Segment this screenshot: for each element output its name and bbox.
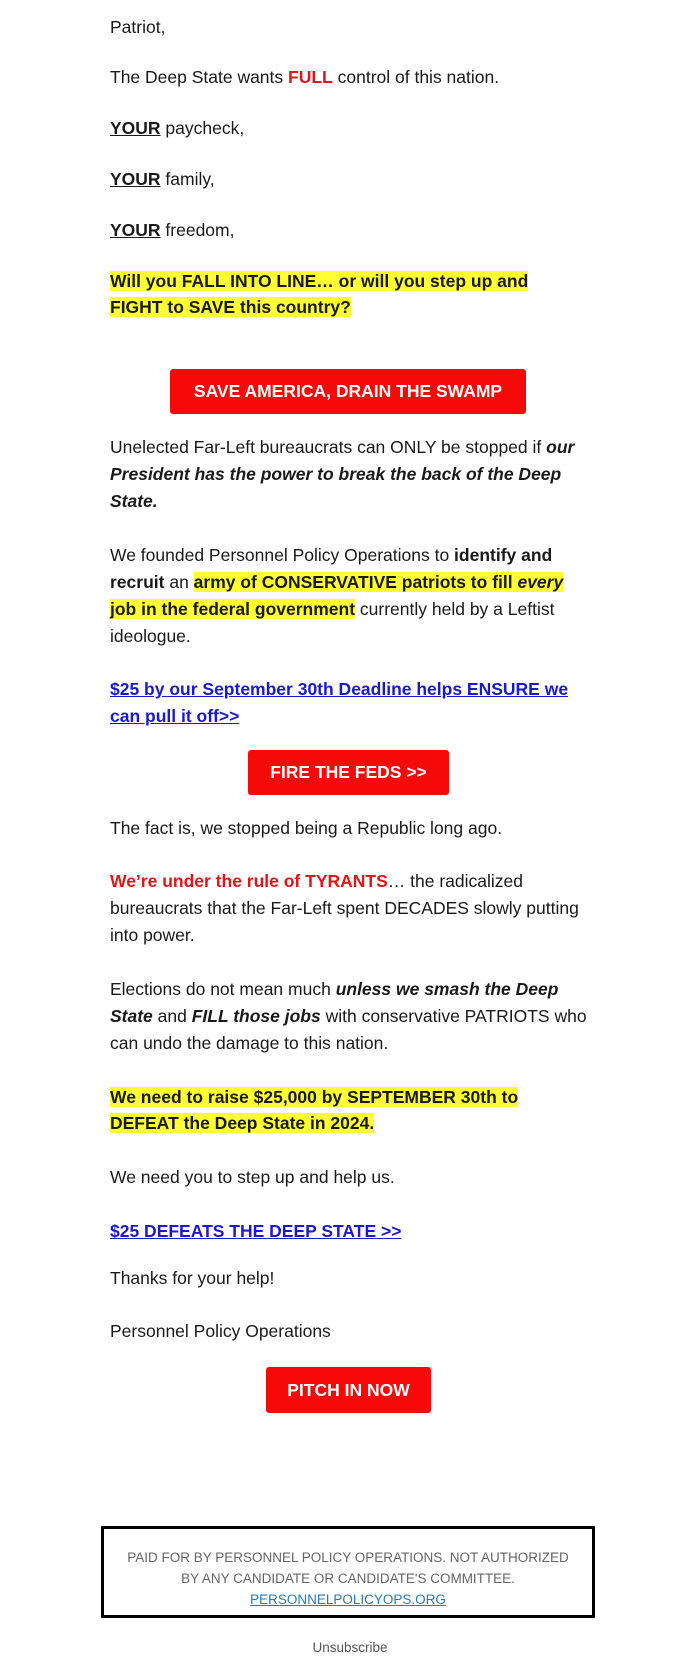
disclaimer-line-1: PAID FOR BY PERSONNEL POLICY OPERATIONS. NOT AUTHORIZED: [127, 1550, 569, 1565]
help-paragraph: We need you to step up and help us.: [110, 1167, 395, 1187]
intro-paragraph: The Deep State wants FULL control of this nation.: [110, 67, 500, 87]
deadline-link-para: [110, 676, 590, 730]
pitch-in-button[interactable]: PITCH IN NOW: [266, 1367, 431, 1413]
fire-feds-button[interactable]: FIRE THE FEDS >>: [248, 750, 449, 795]
disclaimer-box: [101, 1526, 595, 1618]
your-family-line: YOUR family,: [110, 169, 215, 189]
website-link[interactable]: PERSONNELPOLICYOPS.ORG: [250, 1592, 446, 1607]
republic-paragraph: The fact is, we stopped being a Republic long ago.: [110, 818, 503, 838]
question-callout: Will you FALL INTO LINE… or will you step up and FIGHT to SAVE this country?: [110, 271, 529, 317]
greeting: Patriot,: [110, 17, 166, 37]
thanks-line: Thanks for your help!: [110, 1268, 275, 1288]
signature-line: Personnel Policy Operations: [110, 1321, 331, 1341]
founded-paragraph: We founded Personnel Policy Operations to identify and recruit an army of CONSERVATIVE patriots to fill every job in the federal government currently held by a Leftist ideologue.: [110, 545, 564, 646]
bureaucrats-paragraph: Unelected Far-Left bureaucrats can ONLY be stopped if our President has the power to break the back of the Deep State.: [110, 437, 575, 511]
raise-callout: We need to raise $25,000 by SEPTEMBER 30th to DEFEAT the Deep State in 2024.: [110, 1087, 519, 1133]
defeats-deep-state-link[interactable]: $25 DEFEATS THE DEEP STATE >>: [110, 1221, 402, 1241]
your-freedom-line: YOUR freedom,: [110, 220, 235, 240]
elections-paragraph: Elections do not mean much unless we smash the Deep State and FILL those jobs with conservative PATRIOTS who can undo the damage to this nation.: [110, 979, 587, 1053]
deadline-link[interactable]: $25 by our September 30th Deadline helps ENSURE we can pull it off>>: [110, 679, 569, 726]
drain-swamp-button[interactable]: SAVE AMERICA, DRAIN THE SWAMP: [170, 369, 526, 414]
unsubscribe-link[interactable]: Unsubscribe: [312, 1640, 388, 1655]
defeats-link-para: [110, 1218, 590, 1245]
full-emphasis: FULL: [288, 67, 333, 87]
your-paycheck-line: YOUR paycheck,: [110, 118, 245, 138]
tyrants-paragraph: We’re under the rule of TYRANTS… the radicalized bureaucrats that the Far-Left spent DECADES slowly putting into power.: [110, 871, 579, 945]
disclaimer-line-2: BY ANY CANDIDATE OR CANDIDATE'S COMMITTEE.: [181, 1571, 515, 1586]
